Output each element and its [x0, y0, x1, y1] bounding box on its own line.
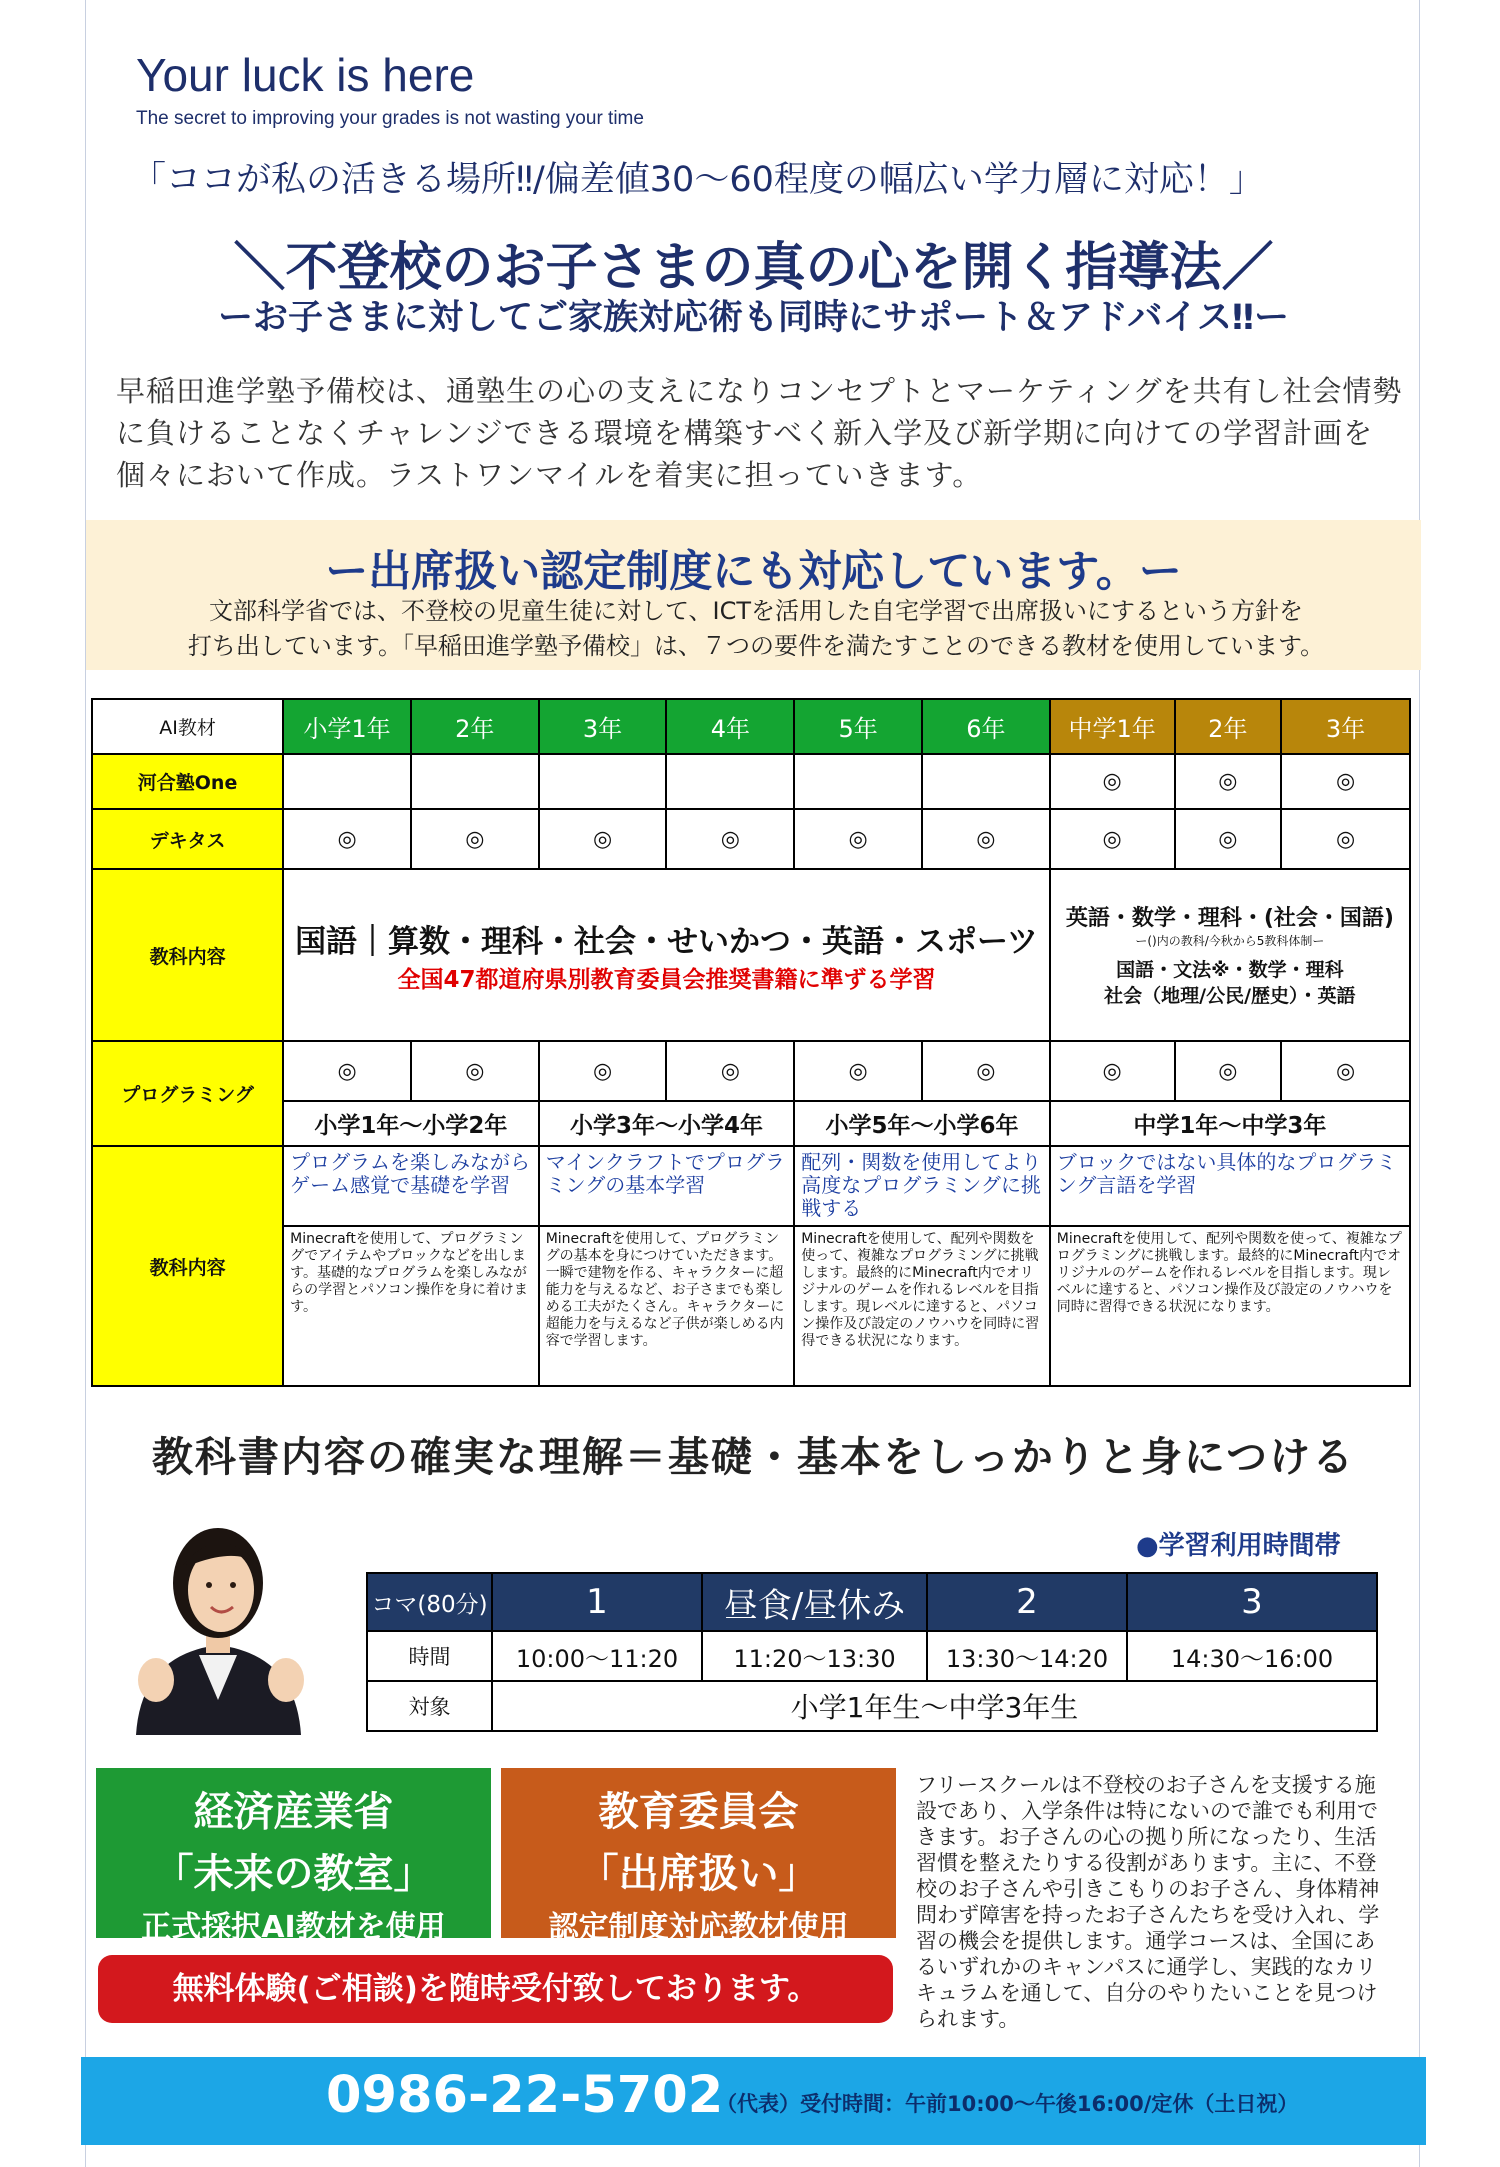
time-label: 時間 [367, 1631, 492, 1681]
catchphrase: 「ココが私の活きる場所‼/偏差値30～60程度の幅広い学力層に対応！」 [131, 160, 1264, 200]
programming-title: プログラムを楽しみながらゲーム感覚で基礎を学習 [283, 1146, 539, 1226]
empty-cell [283, 754, 411, 809]
grade-header: 3年 [1281, 699, 1410, 754]
row-label: デキタス [92, 809, 283, 869]
available-mark: ◎ [1175, 809, 1282, 869]
grade-header-row [92, 699, 1410, 754]
programming-marks-row [92, 1041, 1410, 1101]
empty-cell [539, 754, 667, 809]
timetable [366, 1572, 1378, 1732]
grade-header: 5年 [794, 699, 922, 754]
meti-badge [96, 1768, 491, 1945]
available-mark: ◎ [283, 1041, 411, 1101]
badge-line: 教育委員会 [598, 1789, 799, 1835]
period-header: 2 [927, 1573, 1127, 1631]
notice-title: ー出席扱い認定制度にも対応しています。ー [325, 547, 1182, 597]
available-mark: ◎ [1175, 1041, 1282, 1101]
flyer-page [85, 0, 1420, 2167]
row-label: 河合塾One [92, 754, 283, 809]
available-mark: ◎ [539, 809, 667, 869]
programming-title-row [92, 1146, 1410, 1226]
reception-hours: （代表）受付時間：午前10:00～午後16:00/定休（土日祝） [716, 2092, 1299, 2116]
subheadline: ーお子さまに対してご家族対応術も同時にサポート＆アドバイス‼ー [218, 298, 1289, 338]
period-header: 1 [492, 1573, 702, 1631]
time-value: 10:00～11:20 [492, 1631, 702, 1681]
notice-line: 打ち出しています。「早稲田進学塾予備校」は、７つの要件を満たすことのできる教材を使用しています。 [187, 632, 1325, 660]
available-mark: ◎ [1050, 754, 1175, 809]
jhs-subjects-cell [1050, 869, 1410, 1041]
phone-number[interactable]: 0986-22-5702 [326, 2066, 724, 2125]
timetable-label: ●学習利用時間帯 [1136, 1531, 1341, 1561]
understanding-heading: 教科書内容の確実な理解＝基礎・基本をしっかりと身につける [151, 1433, 1356, 1481]
badge-line: 経済産業省 [193, 1789, 394, 1835]
page-subtitle: The secret to improving your grades is not wasting your time [136, 108, 644, 129]
available-mark: ◎ [1175, 754, 1282, 809]
koma-label: コマ(80分) [367, 1573, 492, 1631]
target-label: 対象 [367, 1681, 492, 1731]
period-header: 3 [1127, 1573, 1377, 1631]
time-value: 13:30～14:20 [927, 1631, 1127, 1681]
available-mark: ◎ [1050, 1041, 1175, 1101]
row-label: 教科内容 [92, 869, 283, 1041]
badge-line: 「未来の教室」 [153, 1851, 434, 1897]
available-mark: ◎ [794, 809, 922, 869]
available-mark: ◎ [411, 1041, 539, 1101]
badge-line: 正式採択AI教材を使用 [141, 1910, 446, 1945]
grade-band: 小学5年～小学6年 [794, 1101, 1050, 1146]
empty-cell [411, 754, 539, 809]
free-trial-banner: 無料体験(ご相談)を随時受付致しております。 [98, 1955, 893, 2023]
board-of-education-badge [501, 1768, 896, 1945]
available-mark: ◎ [666, 809, 794, 869]
jhs-subjects-3: 社会（地理/公民/歴史）・英語 [1104, 985, 1356, 1007]
available-mark: ◎ [1281, 1041, 1410, 1101]
available-mark: ◎ [922, 809, 1050, 869]
badge-line: 認定制度対応教材使用 [548, 1910, 849, 1945]
programming-detail: Minecraftを使用して、配列や関数を使って、複雑なプログラミングに挑戦します。最終的にMinecraft内でオリジナルのゲームを作れるレベルを目指します。現レベルに達すると、パソコン操作及び設定のノウハウを同時に習得できる状況になります。 [1050, 1226, 1410, 1386]
jhs-subjects-2: 国語・文法※・数学・理科 [1116, 959, 1344, 981]
jhs-subjects: 英語・数学・理科・(社会・国語) [1065, 906, 1394, 931]
empty-cell [922, 754, 1050, 809]
grade-header: 6年 [922, 699, 1050, 754]
badge-line: 「出席扱い」 [578, 1851, 819, 1897]
student-photo [111, 1495, 326, 1735]
intro-paragraph: 早稲田進学塾予備校は、通塾生の心の支えになりコンセプトとマーケティングを共有し社会情勢に負けることなくチャレンジできる環境を構築すべく新入学及び新学期に向けての学習計画を個々において作成。ラストワンマイルを着実に担っていきます。 [116, 374, 1403, 492]
grade-header: 2年 [1175, 699, 1282, 754]
elementary-subjects: 国語｜算数・理科・社会・せいかつ・英語・スポーツ [295, 924, 1038, 960]
time-value: 14:30～16:00 [1127, 1631, 1377, 1681]
available-mark: ◎ [666, 1041, 794, 1101]
grade-band-row [92, 1101, 1410, 1146]
period-header: 昼食/昼休み [702, 1573, 927, 1631]
grade-band: 中学1年～中学3年 [1050, 1101, 1410, 1146]
available-mark: ◎ [1281, 809, 1410, 869]
grade-header: 3年 [539, 699, 667, 754]
elementary-note: 全国47都道府県別教育委員会推奨書籍に準ずる学習 [397, 967, 936, 993]
grade-band: 小学3年～小学4年 [539, 1101, 795, 1146]
grade-band: 小学1年～小学2年 [283, 1101, 539, 1146]
available-mark: ◎ [283, 809, 411, 869]
subjects-row [92, 869, 1410, 1041]
empty-cell [666, 754, 794, 809]
timetable-target-row [367, 1681, 1377, 1731]
available-mark: ◎ [411, 809, 539, 869]
headline: ＼不登校のお子さまの真の心を開く指導法／ [233, 238, 1274, 298]
programming-detail: Minecraftを使用して、配列や関数を使って、複雑なプログラミングに挑戦します。最終的にMinecraft内でオリジナルのゲームを作れるレベルを目指します。現レベルに達すると、パソコン操作及び設定のノウハウを同時に習得できる状況になります。 [794, 1226, 1050, 1386]
kawai-row [92, 754, 1410, 809]
elementary-subjects-cell [283, 869, 1050, 1041]
page-title: Your luck is here [136, 49, 475, 101]
row-label: 教科内容 [92, 1146, 283, 1386]
jhs-note: ー()内の教科/今秋から5教科体制ー [1135, 934, 1325, 948]
notice-line: 文部科学省では、不登校の児童生徒に対して、ICTを活用した自宅学習で出席扱いにするという方針を [208, 597, 1303, 625]
ai-material-label: AI教材 [92, 699, 283, 754]
programming-detail-row [92, 1226, 1410, 1386]
programming-title: 配列・関数を使用してより高度なプログラミングに挑戦する [794, 1146, 1050, 1226]
programming-detail: Minecraftを使用して、プログラミングの基本を身につけていただきます。一瞬で建物を作る、キャラクターに超能力を与えるなど、お子さまでも楽しめる工夫がたくさん。キャラクターに超能力を与えるなど子供が楽しめる内容で学習します。 [539, 1226, 795, 1386]
timetable-header-row [367, 1573, 1377, 1631]
grade-header: 2年 [411, 699, 539, 754]
programming-detail: Minecraftを使用して、プログラミングでアイテムやブロックなどを出します。基礎的なプログラムを楽しみながらの学習とパソコン操作を身に着けます。 [283, 1226, 539, 1386]
available-mark: ◎ [1050, 809, 1175, 869]
programming-title: マインクラフトでプログラミングの基本学習 [539, 1146, 795, 1226]
programming-title: ブロックではない具体的なプログラミング言語を学習 [1050, 1146, 1410, 1226]
time-value: 11:20～13:30 [702, 1631, 927, 1681]
grade-header: 4年 [666, 699, 794, 754]
curriculum-table [91, 698, 1411, 1387]
notice-body [146, 594, 1366, 664]
available-mark: ◎ [794, 1041, 922, 1101]
grade-header: 中学1年 [1050, 699, 1175, 754]
available-mark: ◎ [539, 1041, 667, 1101]
target-value: 小学1年生～中学3年生 [492, 1681, 1377, 1731]
row-label: プログラミング [92, 1041, 283, 1146]
empty-cell [794, 754, 922, 809]
available-mark: ◎ [1281, 754, 1410, 809]
free-school-description: フリースクールは不登校のお子さんを支援する施設であり、入学条件は特にないので誰でも利用できます。お子さんの心の拠り所になったり、生活習慣を整えたりする役割があります。主に、不登校のお子さんや引きこもりのお子さん、身体精神問わず障害を持ったお子さんたちを受け入れ、学習の機会を提供します。通学コースは、全国にあるいずれかのキャンパスに通学し、実践的なカリキュラムを通して、自分のやりたいことを見つけられます。 [916, 1773, 1380, 2031]
grade-header: 小学1年 [283, 699, 411, 754]
available-mark: ◎ [922, 1041, 1050, 1101]
dekitasu-row [92, 809, 1410, 869]
timetable-time-row [367, 1631, 1377, 1681]
